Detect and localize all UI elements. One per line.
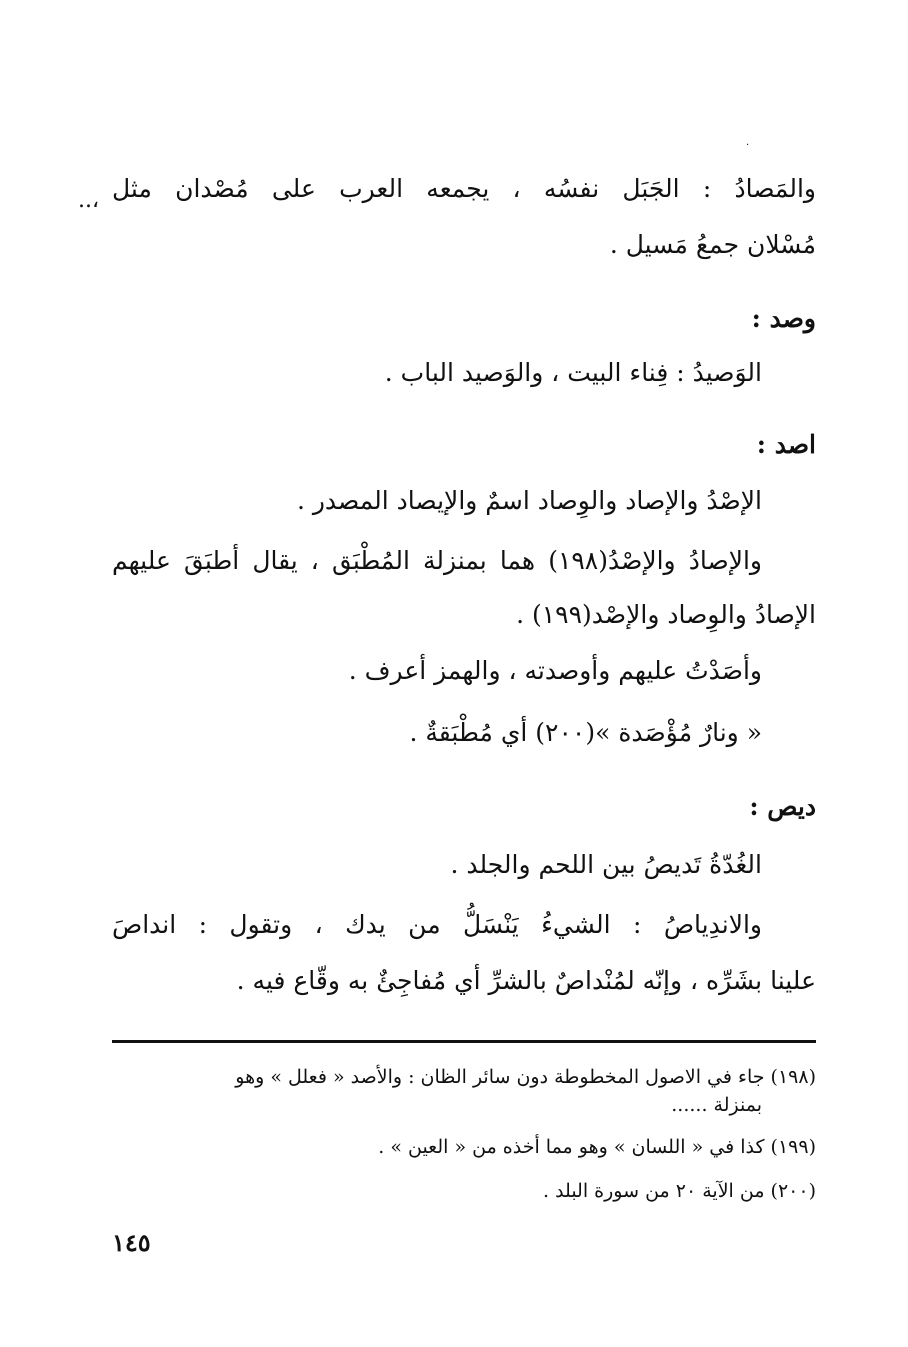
body-line: الغُدّةُ تَديصُ بين اللحم والجلد . [450, 850, 762, 879]
body-line: والإصادُ والإصْدُ(١٩٨) هما بمنزلة المُطْبَق ، يقال أطبَقَ عليهم [112, 546, 762, 575]
entry-heading-wasd: وصد : [751, 304, 816, 333]
body-line: الوَصيدُ : فِناء البيت ، والوَصيد الباب . [384, 358, 762, 387]
footnote-199: (١٩٩) كذا في « اللسان » وهو مما أخذه من « العين » . [378, 1136, 816, 1158]
body-line: والاندِياصُ : الشيءُ يَنْسَلُّ من يدك ، وتقول : انداصَ [112, 910, 762, 939]
footnote-198: (١٩٨) جاء في الاصول المخطوطة دون سائر الظان : والأصد « فعلل » وهو [235, 1066, 816, 1088]
body-line: وأصَدْتُ عليهم وأوصدته ، والهمز أعرف . [348, 656, 762, 685]
body-line: الإصْدُ والإصاد والوِصاد اسمٌ والإيصاد المصدر . [296, 486, 762, 515]
body-line: والمَصادُ : الجَبَل نفسُه ، يجمعه العرب على مُصْدان مثل [112, 174, 816, 203]
entry-heading-asd: اصد : [756, 430, 816, 459]
entry-heading-dys: ديص : [749, 792, 816, 821]
margin-marks: ..، [78, 188, 100, 213]
stray-dot: · [746, 140, 750, 151]
body-line: علينا بشَرِّه ، وإنّه لمُنْداصٌ بالشرِّ أي مُفاجِئٌ به وقّاع فيه . [236, 966, 816, 995]
body-line: الإصادُ والوِصاد والإصْد(١٩٩) . [516, 600, 816, 629]
body-line: مُسْلان جمعُ مَسيل . [609, 230, 816, 259]
footnote-198-continuation: بمنزلة ...... [671, 1094, 762, 1116]
footnote-200: (٢٠٠) من الآية ٢٠ من سورة البلد . [542, 1180, 816, 1202]
page-number: ١٤٥ [112, 1228, 151, 1257]
footnote-separator [112, 1040, 816, 1043]
body-line: « ونارٌ مُؤْصَدة »(٢٠٠) أي مُطْبَقةٌ . [409, 718, 762, 747]
